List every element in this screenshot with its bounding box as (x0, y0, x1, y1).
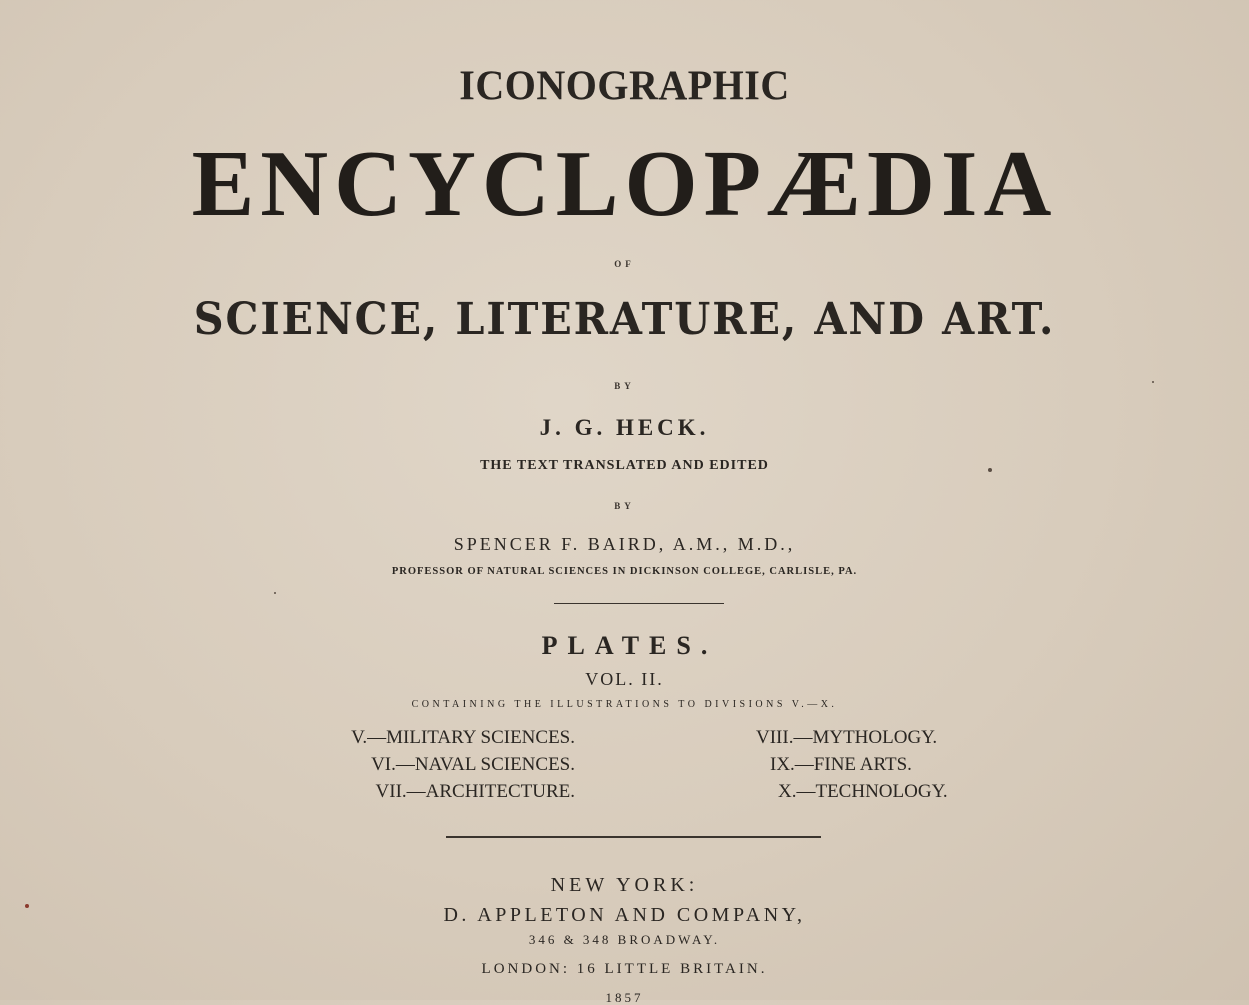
paper-speck (274, 592, 276, 594)
main-title: ENCYCLOPÆDIA (191, 132, 1058, 236)
paper-speck (1152, 381, 1154, 383)
subtitle: SCIENCE, LITERATURE, AND ART. (193, 294, 1056, 345)
series-title: ICONOGRAPHIC (459, 61, 790, 110)
author-name: J. G. HECK. (539, 415, 710, 440)
containing-text: CONTAINING THE ILLUSTRATIONS TO DIVISIONS V.—X. (411, 699, 838, 710)
divider-rule-bottom (446, 836, 821, 838)
division-item: V.—MILITARY SCIENCES. (351, 727, 575, 748)
publisher-address: 346 & 348 BROADWAY. (528, 932, 721, 947)
division-item: VII.—ARCHITECTURE. (375, 781, 575, 802)
editor-name: SPENCER F. BAIRD, A.M., M.D., (453, 534, 796, 554)
translation-note: THE TEXT TRANSLATED AND EDITED (480, 458, 769, 473)
plates-heading: PLATES. (541, 631, 718, 660)
paper-speck (988, 468, 992, 472)
division-item: X.—TECHNOLOGY. (778, 781, 948, 802)
division-item: VI.—NAVAL SCIENCES. (371, 754, 575, 775)
paper-speck (25, 904, 29, 908)
london-address: LONDON: 16 LITTLE BRITAIN. (481, 961, 768, 977)
divisions-right-column (756, 724, 948, 805)
publisher-name: D. APPLETON AND COMPANY, (443, 904, 806, 926)
publisher-city: NEW YORK: (550, 874, 699, 896)
division-item: VIII.—MYTHOLOGY. (756, 727, 938, 748)
by-text-author: BY (614, 381, 635, 391)
of-text: OF (614, 259, 635, 269)
divisions-left-column (351, 724, 575, 805)
division-item: IX.—FINE ARTS. (770, 754, 912, 775)
editor-title: PROFESSOR OF NATURAL SCIENCES IN DICKINSON COLLEGE, CARLISLE, PA. (391, 566, 858, 577)
divider-rule-top (554, 603, 724, 604)
volume-number: VOL. II. (585, 669, 664, 689)
publication-year: 1857 (605, 990, 644, 1005)
by-text-editor: BY (614, 501, 635, 511)
